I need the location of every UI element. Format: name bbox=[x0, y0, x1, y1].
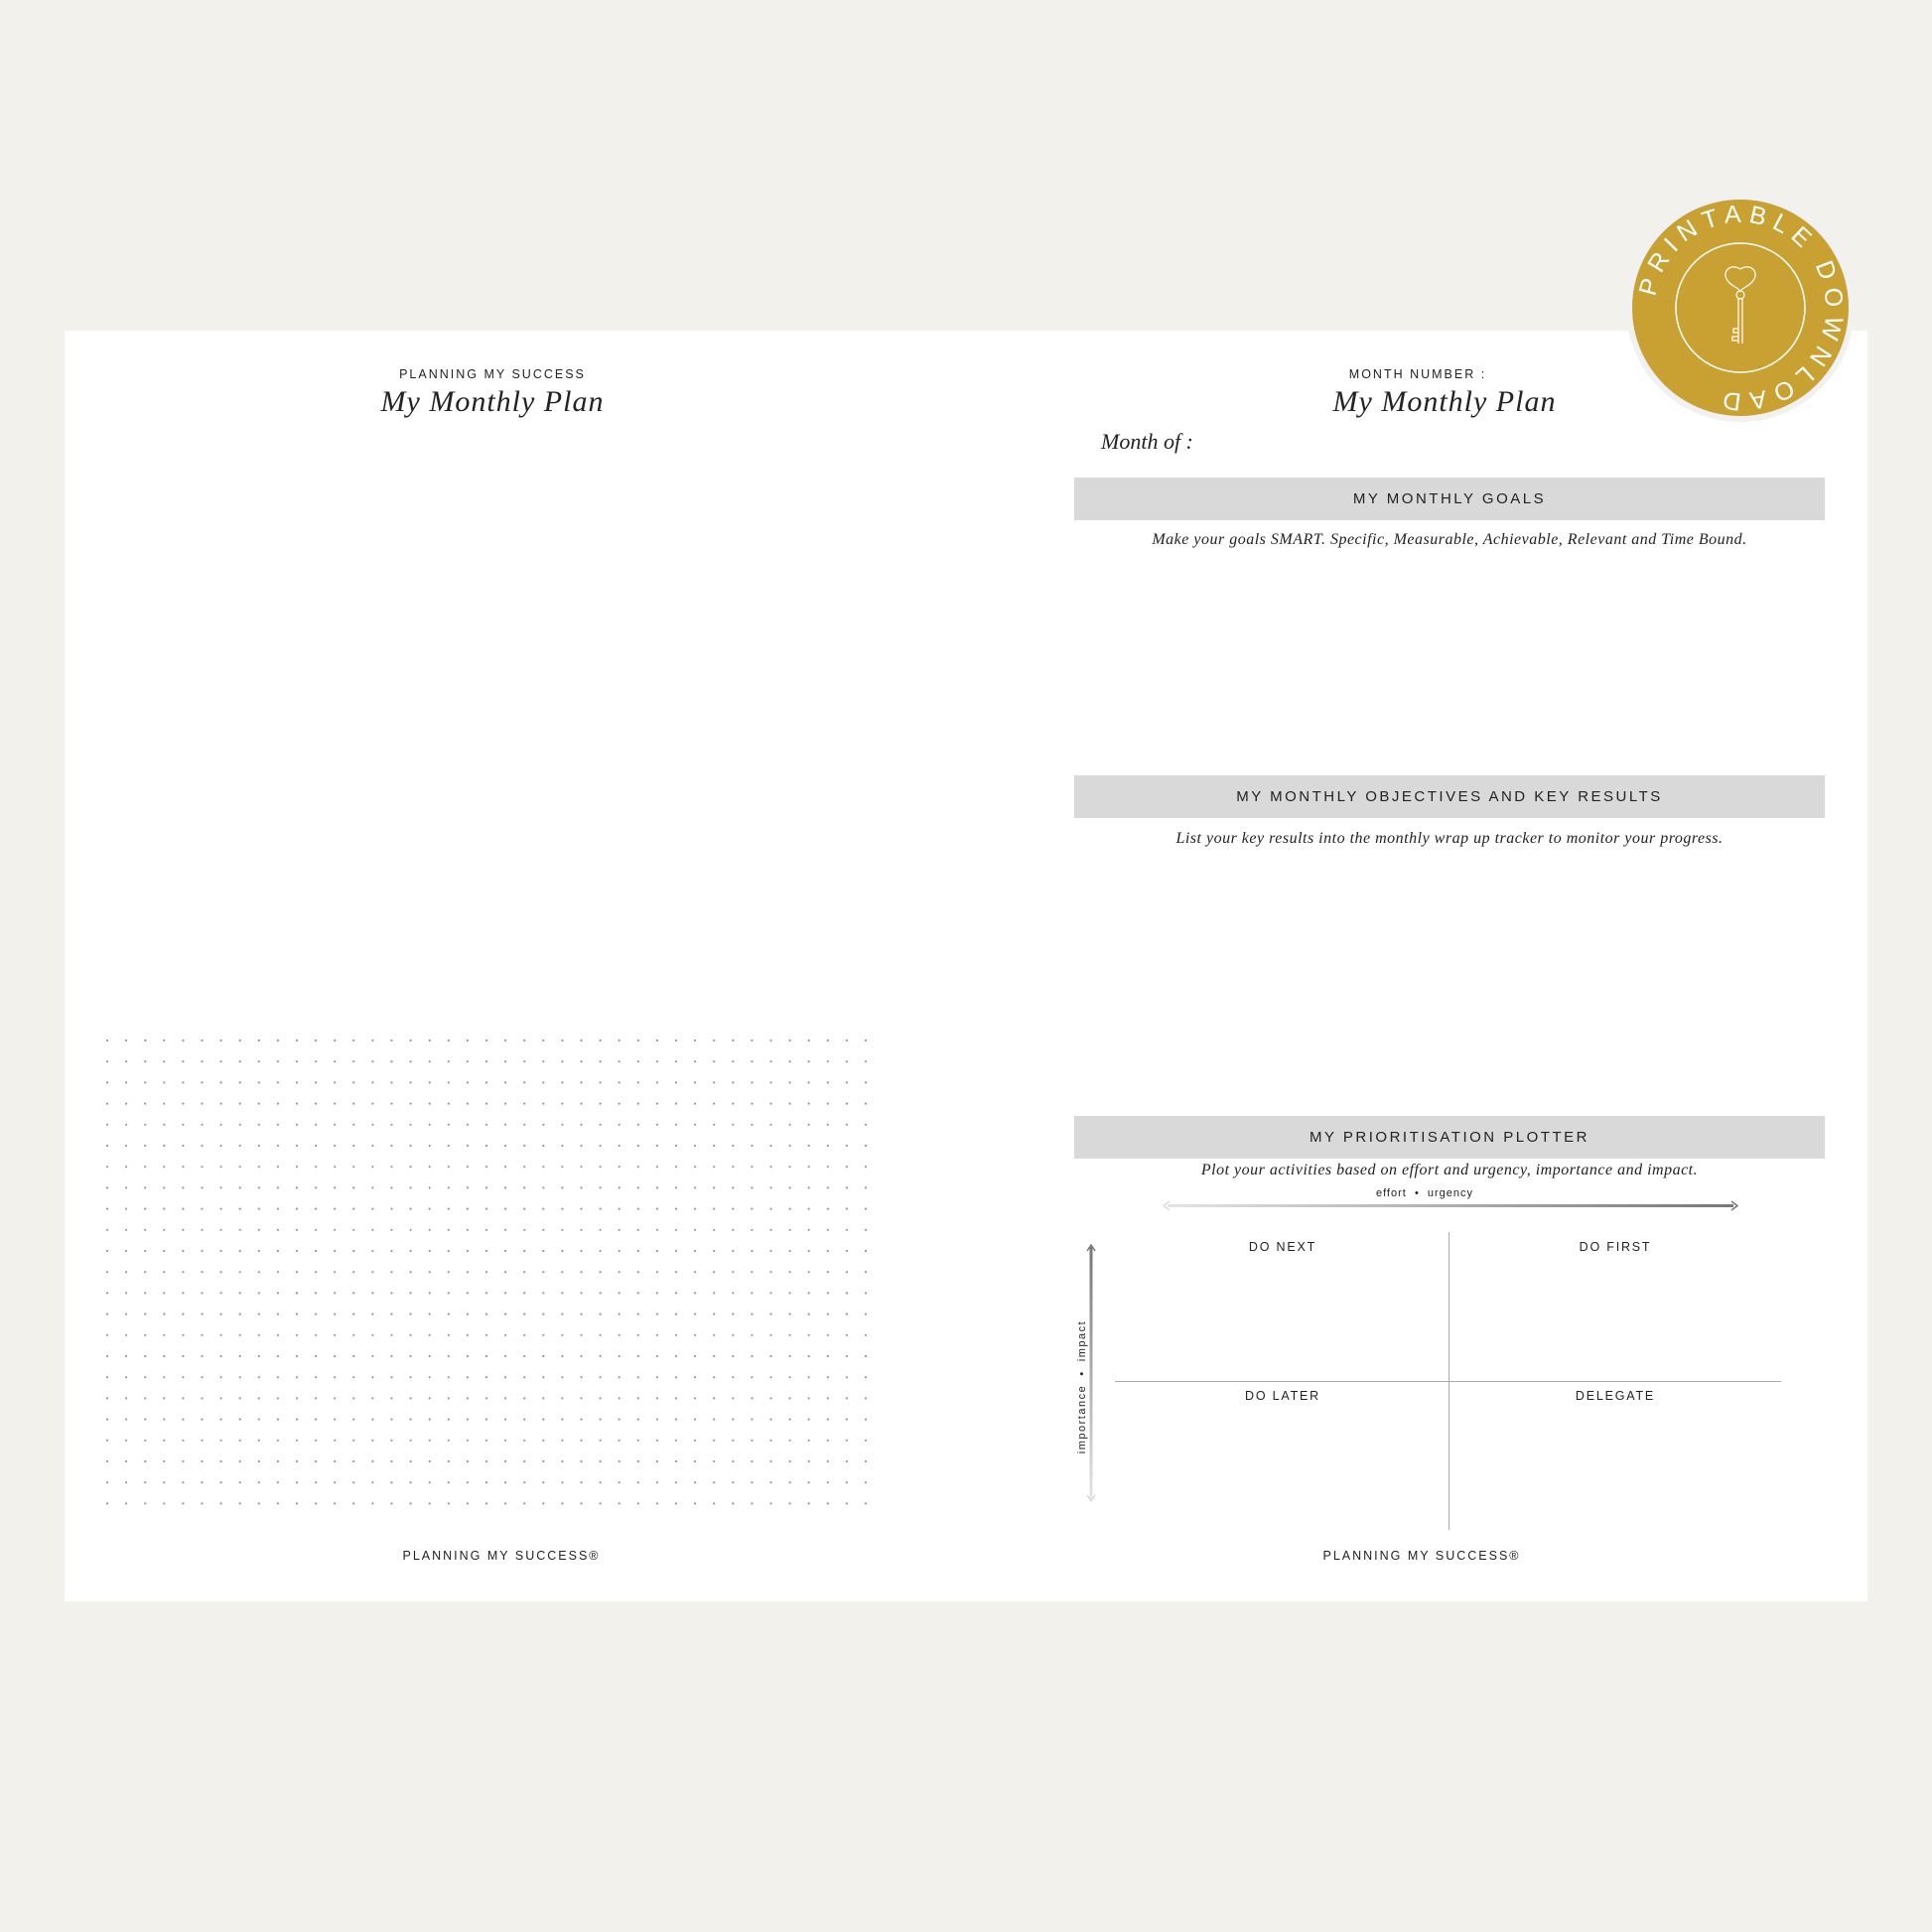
plotter-hint: Plot your activities based on effort and urgency, importance and impact. bbox=[1200, 1162, 1699, 1178]
x-axis-label: effort • urgency bbox=[1375, 1187, 1474, 1199]
month-number-label: MONTH NUMBER : bbox=[1348, 367, 1487, 381]
y-axis-label: importance • impact bbox=[1076, 1319, 1088, 1454]
month-of-label: Month of : bbox=[1101, 429, 1193, 454]
quadrant-delegate: DELEGATE bbox=[1575, 1389, 1656, 1403]
left-footer: PLANNING MY SUCCESS® bbox=[402, 1549, 601, 1563]
x-axis-arrow-icon bbox=[1162, 1199, 1741, 1213]
dot-grid bbox=[99, 1033, 884, 1529]
left-title: My Monthly Plan bbox=[380, 385, 605, 418]
okr-heading: MY MONTHLY OBJECTIVES AND KEY RESULTS bbox=[1074, 775, 1825, 818]
svg-text:PRINTABLE DOWNLOAD: PRINTABLE DOWNLOAD bbox=[1633, 200, 1849, 416]
right-footer: PLANNING MY SUCCESS® bbox=[1322, 1549, 1521, 1563]
quadrant-do-next: DO NEXT bbox=[1248, 1240, 1317, 1254]
okr-hint: List your key results into the monthly wrap up tracker to monitor your progress. bbox=[1175, 830, 1724, 847]
quadrant-horizontal-divider bbox=[1115, 1381, 1781, 1382]
right-title: My Monthly Plan bbox=[1332, 385, 1557, 418]
goals-hint: Make your goals SMART. Specific, Measurable, Achievable, Relevant and Time Bound. bbox=[1152, 531, 1747, 548]
quadrant-do-first: DO FIRST bbox=[1579, 1240, 1652, 1254]
printable-download-badge bbox=[1624, 192, 1857, 424]
goals-heading: MY MONTHLY GOALS bbox=[1074, 478, 1825, 520]
left-kicker: PLANNING MY SUCCESS bbox=[399, 367, 586, 381]
plotter-heading: MY PRIORITISATION PLOTTER bbox=[1074, 1116, 1825, 1159]
quadrant-do-later: DO LATER bbox=[1245, 1389, 1320, 1403]
